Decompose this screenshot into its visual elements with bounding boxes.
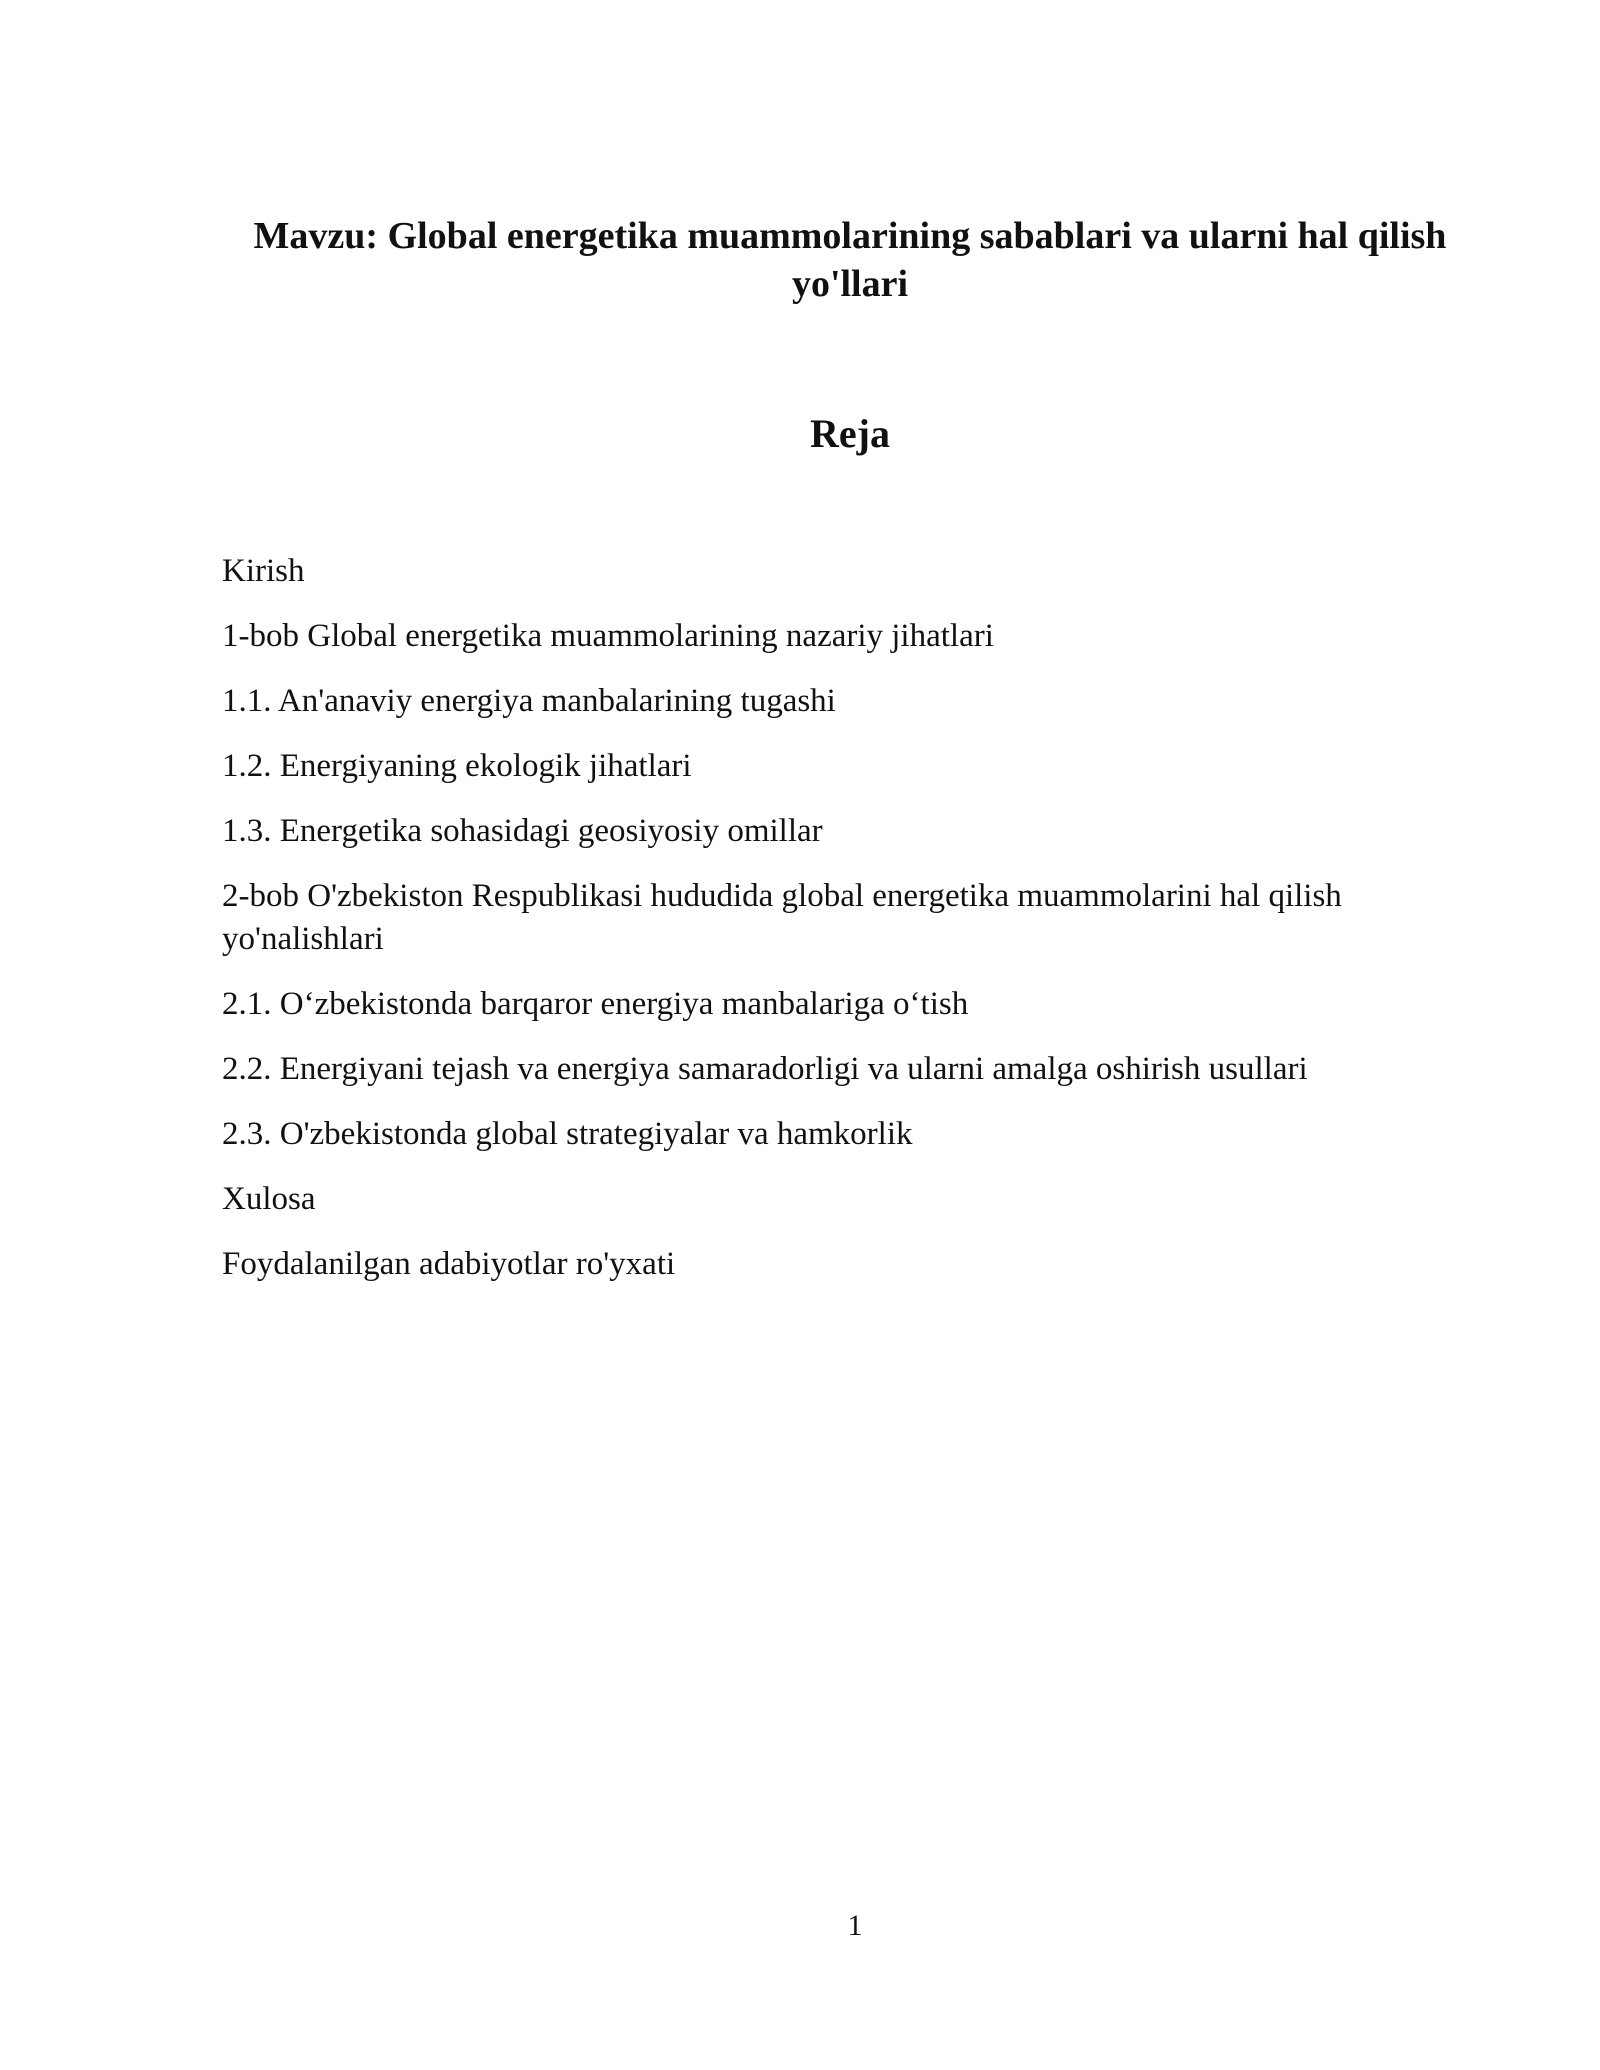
page-number: 1: [847, 1909, 863, 1942]
toc-item-section-1-1: 1.1. An'anaviy energiya manbalarining tugashi: [222, 683, 836, 719]
toc-item-chapter-2: 2-bob O'zbekiston Respublikasi hududida global energetika muammolarini hal qilish yo'nalishlari: [222, 878, 1342, 957]
plan-heading: Reja: [810, 411, 890, 456]
document-title: Mavzu: Global energetika muammolarining sabablari va ularni hal qilish yo'llari: [253, 215, 1447, 305]
table-of-contents: [222, 550, 1472, 1308]
toc-item-section-2-1: 2.1. O‘zbekistonda barqaror energiya manbalariga o‘tish: [222, 986, 969, 1022]
toc-item-section-2-2: 2.2. Energiyani tejash va energiya samaradorligi va ularni amalga oshirish usullari: [222, 1051, 1308, 1087]
toc-item-references: Foydalanilgan adabiyotlar ro'yxati: [222, 1246, 676, 1282]
toc-item-introduction: Kirish: [222, 553, 305, 589]
toc-item-section-2-3: 2.3. O'zbekistonda global strategiyalar va hamkorlik: [222, 1116, 913, 1152]
toc-item-section-1-2: 1.2. Energiyaning ekologik jihatlari: [222, 748, 692, 784]
toc-item-chapter-1: 1-bob Global energetika muammolarining nazariy jihatlari: [222, 618, 994, 654]
toc-item-conclusion: Xulosa: [222, 1181, 316, 1217]
toc-item-section-1-3: 1.3. Energetika sohasidagi geosiyosiy omillar: [222, 813, 823, 849]
